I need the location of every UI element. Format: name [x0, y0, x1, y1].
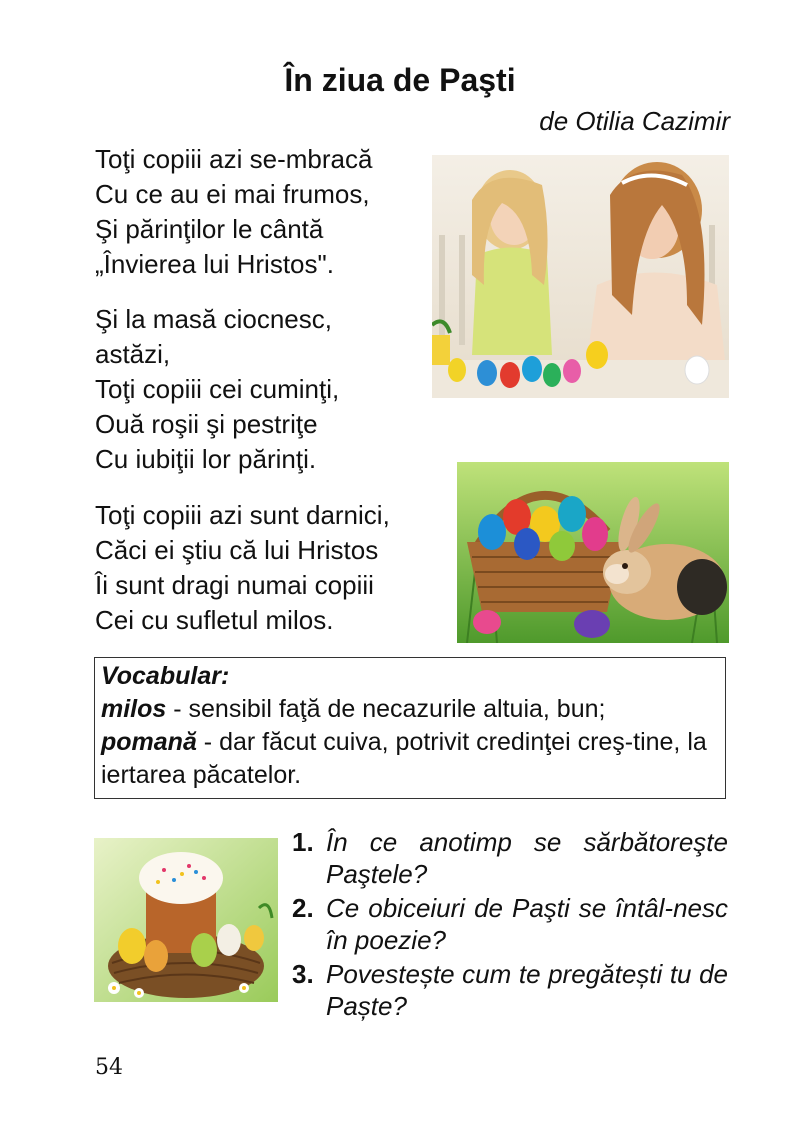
- stanza-3: [95, 498, 390, 638]
- question-number: 3.: [292, 959, 314, 989]
- poem-line: Şi la masă ciocnesc,: [95, 304, 332, 334]
- poem-line: Şi părinţilor le cântă: [95, 214, 324, 244]
- poem-line: Toţi copiii azi se-mbracă: [95, 144, 373, 174]
- question-item: [292, 958, 728, 1022]
- poem-title: În ziua de Paşti: [284, 62, 516, 98]
- poem-line: „Învierea lui Hristos".: [95, 249, 334, 279]
- bunny-egg-basket-photo: [457, 462, 729, 643]
- poem-line: Toţi copiii azi sunt darnici,: [95, 500, 390, 530]
- question-number: 1.: [292, 827, 314, 857]
- question-item: [292, 892, 728, 956]
- poem-line: astăzi,: [95, 339, 171, 369]
- question-text: Povestește cum te pregătești tu de Paște?: [326, 959, 728, 1021]
- girls-painting-eggs-photo: [432, 155, 729, 398]
- question-text: Ce obiceiuri de Paşti se întâl-nesc în poezie?: [326, 893, 728, 955]
- vocabulary-entry: [101, 693, 719, 726]
- poem-line: Cei cu sufletul milos.: [95, 605, 334, 635]
- question-number: 2.: [292, 893, 314, 923]
- vocabulary-box: [94, 657, 726, 799]
- poem-line: Toţi copiii cei cuminţi,: [95, 374, 340, 404]
- poem-line: Ouă roşii şi pestriţe: [95, 409, 318, 439]
- poem-line: Îi sunt dragi numai copiii: [95, 570, 374, 600]
- vocabulary-heading: Vocabular:: [101, 662, 230, 690]
- vocabulary-definition: - sensibil faţă de necazurile altuia, bun;: [166, 695, 606, 723]
- vocabulary-term: pomană: [101, 728, 197, 756]
- questions-list: [292, 826, 728, 1024]
- vocabulary-definition: - dar făcut cuiva, potrivit credinţei creş-tine, la iertarea păcatelor.: [101, 728, 707, 789]
- vocabulary-term: milos: [101, 695, 167, 723]
- page-number: 54: [95, 1055, 123, 1080]
- poem-line: Cu iubiţii lor părinţi.: [95, 444, 317, 474]
- vocabulary-entry: [101, 726, 719, 792]
- question-item: [292, 826, 728, 890]
- easter-cake-basket-photo: [94, 838, 278, 1002]
- question-text: În ce anotimp se sărbătoreşte Paştele?: [326, 827, 728, 889]
- poem-line: Căci ei ştiu că lui Hristos: [95, 535, 379, 565]
- poem-author: de Otilia Cazimir: [539, 106, 730, 136]
- stanza-1: [95, 142, 372, 282]
- stanza-2: [95, 302, 339, 477]
- poem-line: Cu ce au ei mai frumos,: [95, 179, 370, 209]
